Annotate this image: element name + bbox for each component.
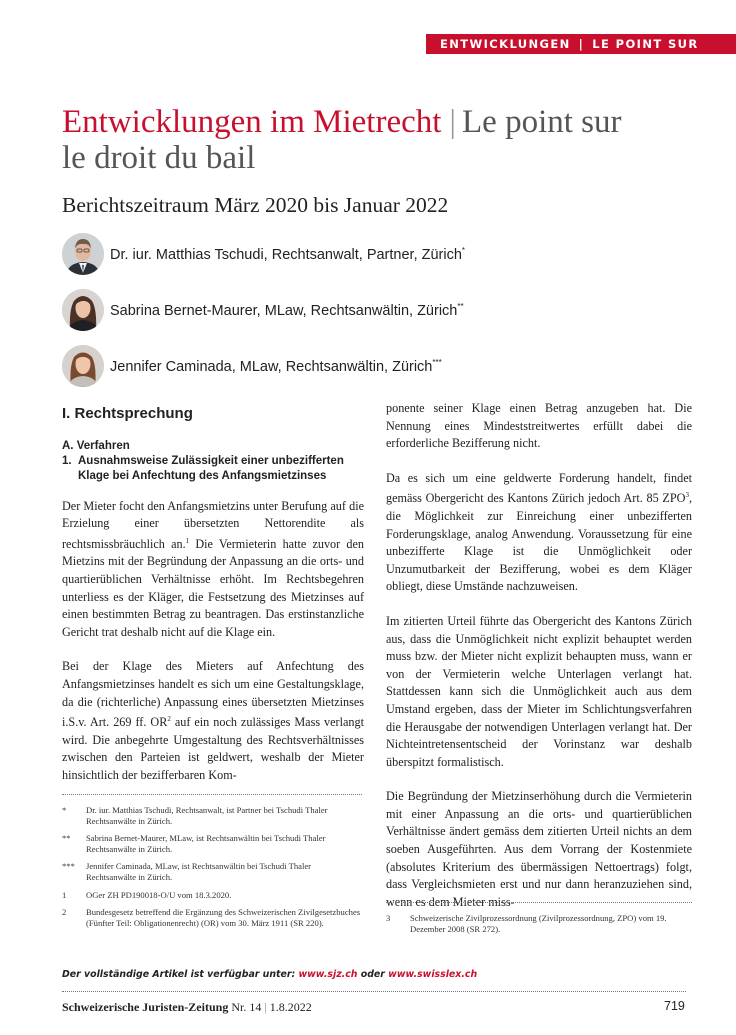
footnote-ref[interactable]: 3 bbox=[685, 491, 689, 500]
journal-footer: Schweizerische Juristen-Zeitung Nr. 14 | 1.8.2022 bbox=[62, 1000, 312, 1014]
author-row bbox=[62, 289, 464, 331]
footnote: 1 OGer ZH PD190018-O/U vom 18.3.2020. bbox=[62, 889, 232, 900]
author-photo bbox=[62, 233, 104, 275]
subsection-heading: A. Verfahren bbox=[62, 439, 130, 452]
section-heading: I. Rechtsprechung bbox=[62, 405, 193, 422]
paragraph: Die Begründung der Mietzinserhöhung durch die Vermieterin mit einer Anpassung an die orts- und quartierüblichen Verhältnisse ändert gemäss dem zitierten Urteil nichts an dem soeben Ausgeführten. Aus dem Vorrang der Kostenmiete (absolutes Kriterium des übermässigen Nettoertrags) folgt, dass Vergleichsmieten erst und nur dann heranzuziehen sind, wenn es dem Mieter miss- bbox=[386, 789, 692, 909]
issue-number: Nr. 14 bbox=[231, 1000, 262, 1014]
article-title bbox=[62, 104, 702, 176]
paragraph: Da es sich um eine geldwerte Forderung handelt, findet gemäss Obergericht des Kantons Zürich jedoch Art. 85 ZPO$^3$, die Möglichkeit zur Einreichung einer unbezifferten Forderungsklage, analog Anwendung. Voraussetzung für eine unbezifferte Klage ist die Unmöglichkeit oder Unzumutbarkeit der Bezifferung, wobei es dem Kläger obliegt, diese Umstände nachzuweisen. bbox=[386, 470, 692, 594]
author-name: Dr. iur. Matthias Tschudi, Rechtsanwalt, Partner, Zürich* bbox=[110, 245, 466, 263]
paragraph: Bei der Klage des Mieters auf Anfechtung des Anfangsmietzinses handelt es sich um eine Gestaltungsklage, da die (richterliche) Anpassung eines übersetzten Mietzinses i.S.v. Art. 269 ff. $OR^2$ auf ein noch zulässiges Mass verlangt wird. Die anbegehrte Umgestaltung des Rechtsverhältnisses zwischen den Parteien ist geldwert, weshalb der Mieter hinsichtlich der bezifferbaren Kom- bbox=[62, 659, 364, 782]
author-row bbox=[62, 233, 465, 275]
paragraph: Der Mieter focht den Anfangsmietzins unter Berufung auf die Erzielung einer übersetzten Nettorendite als rechtsmissbräuchlich an.$^1$ Die Vermieterin hatte zuvor den Mietzins mit der Begründung der Anpassung an die orts- und quartierüblichen Verhältnisse erhöht. Im Rechtsbegehren unterliess es der Kläger, die Festsetzung des Mietzinses auf einen bestimmten Betrag zu beantragen. Das erstinstanzliche Gericht trat deshalb nicht auf die Klage ein. bbox=[62, 498, 364, 639]
topic-number: 1. bbox=[62, 454, 72, 467]
swisslex-link[interactable]: www.swisslex.ch bbox=[388, 969, 478, 980]
footnote: 3 Schweizerische Zivilprozessordnung (Zivilprozessordnung, ZPO) vom 19. Dezember 2008 (SR 272). bbox=[386, 913, 667, 934]
title-french-line2: le droit du bail bbox=[62, 140, 256, 176]
article-subtitle: Berichtszeitraum März 2020 bis Januar 2022 bbox=[62, 193, 449, 217]
section-label-fr: LE POINT SUR bbox=[592, 37, 699, 51]
author-photo bbox=[62, 289, 104, 331]
journal-name: Schweizerische Juristen-Zeitung bbox=[62, 1000, 229, 1014]
footnote-ref[interactable]: 2 bbox=[167, 715, 171, 724]
footnote: * Dr. iur. Matthias Tschudi, Rechtsanwalt, ist Partner bei Tschudi Thaler Rechtsanwälte in Zürich. bbox=[62, 805, 328, 826]
footnote-ref[interactable]: 1 bbox=[185, 536, 190, 545]
footnotes-left bbox=[62, 805, 362, 935]
topic-title: Ausnahmsweise Zulässigkeit einer unbezifferten Klage bei Anfechtung des Anfangsmietzinses bbox=[78, 454, 344, 482]
section-divider: | bbox=[578, 37, 585, 51]
footnote: ** Sabrina Bernet-Maurer, MLaw, ist Rechtsanwältin bei Tschudi Thaler Rechtsanwälte in Zürich. bbox=[62, 833, 326, 854]
paragraph: Im zitierten Urteil führte das Obergericht des Kantons Zürich aus, dass die Unmöglichkeit nicht explizit behauptet werden muss bzw. der Mieter nicht explizit behaupten muss, wann er von der Vermieterin welche Unterlagen verlangt hat. Stattdessen kann sich die Unmöglichkeit auch aus dem Umstand ergeben, dass der Mieter im Schlichtungsverfahren die Herausgabe der notwendigen Unterlagen verlangt hat. Der Nichteintretensentscheid der Vorinstanz war deshalb überspitzt formalistisch. bbox=[386, 613, 692, 769]
title-divider: | bbox=[449, 104, 457, 140]
body-column-right bbox=[386, 400, 692, 928]
author-row bbox=[62, 345, 442, 387]
author-name: Jennifer Caminada, MLaw, Rechtsanwältin, Zürich*** bbox=[110, 357, 442, 375]
sjz-link[interactable]: www.sjz.ch bbox=[298, 969, 358, 980]
footnote: 2 Bundesgesetz betreffend die Ergänzung des Schweizerischen Zivilgesetzbuches (Fünfter Teil: Obligationenrecht) (OR) vom 30. März 1911 (SR 220). bbox=[62, 907, 361, 928]
footnote-divider bbox=[62, 794, 362, 795]
issue-date: 1.8.2022 bbox=[269, 1000, 312, 1014]
footnote-divider bbox=[386, 902, 692, 903]
paragraph: ponente seiner Klage einen Betrag anzugeben hat. Die Nennung eines Mindeststreitwertes erfüllt dabei die erforderliche Bezifferung nicht. bbox=[386, 401, 692, 451]
section-label-de: ENTWICKLUNGEN bbox=[440, 37, 571, 51]
footnotes-right bbox=[386, 913, 692, 941]
topic-heading bbox=[62, 454, 364, 484]
section-banner bbox=[426, 34, 736, 54]
page-number: 719 bbox=[664, 999, 685, 1013]
author-photo bbox=[62, 345, 104, 387]
title-french-line1: Le point sur bbox=[462, 104, 622, 140]
author-name: Sabrina Bernet-Maurer, MLaw, Rechtsanwältin, Zürich** bbox=[110, 301, 464, 319]
body-column-left bbox=[62, 405, 364, 802]
footer-divider bbox=[62, 991, 686, 992]
availability-note: Der vollständige Artikel ist verfügbar unter: www.sjz.ch oder www.swisslex.ch bbox=[62, 969, 478, 980]
footnote: *** Jennifer Caminada, MLaw, ist Rechtsanwältin bei Tschudi Thaler Rechtsanwälte in Zürich. bbox=[62, 861, 312, 882]
title-german: Entwicklungen im Mietrecht bbox=[62, 104, 442, 140]
